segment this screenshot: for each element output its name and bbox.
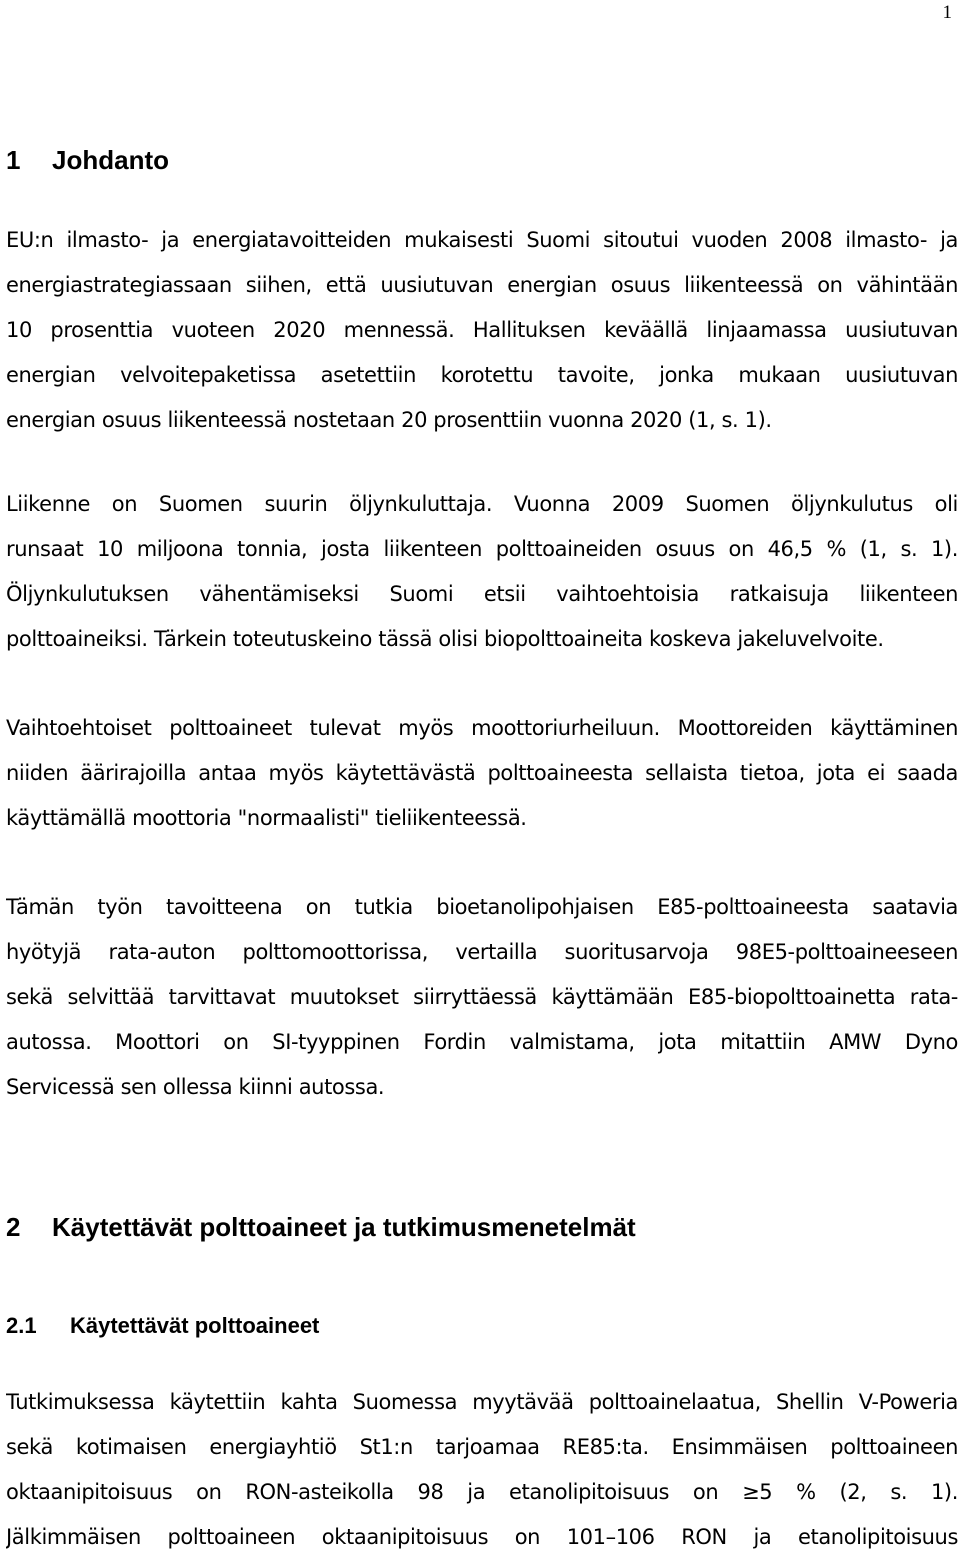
text-line: käyttämällä moottoria "normaalisti" tieliikenteessä.	[6, 806, 527, 830]
section-number: 2	[6, 1212, 21, 1242]
text-line: 10 prosenttia vuoteen 2020 mennessä. Hallituksen keväällä linjaamassa uusiutuvan	[6, 318, 958, 342]
section-2-1-heading	[6, 1313, 319, 1339]
text-line: Öljynkulutuksen vähentämiseksi Suomi etsii vaihtoehtoisia ratkaisuja liikenteen	[6, 582, 958, 606]
text-line: niiden äärirajoilla antaa myös käytettävästä polttoaineesta sellaista tietoa, jota ei saada	[6, 761, 958, 785]
text-line: autossa. Moottori on SI-tyyppinen Fordin valmistama, jota mitattiin AMW Dyno	[6, 1030, 958, 1054]
text-line: Liikenne on Suomen suurin öljynkuluttaja. Vuonna 2009 Suomen öljynkulutus oli	[6, 492, 958, 516]
paragraph	[6, 218, 958, 443]
paragraph	[6, 482, 958, 662]
text-line: EU:n ilmasto- ja energiatavoitteiden mukaisesti Suomi sitoutui vuoden 2008 ilmasto- ja	[6, 228, 958, 252]
text-line: Tämän työn tavoitteena on tutkia bioetanolipohjaisen E85-polttoaineesta saatavia	[6, 895, 958, 919]
text-line: energian velvoitepaketissa asetettiin korotettu tavoite, jonka mukaan uusiutuvan	[6, 363, 958, 387]
text-line: Tutkimuksessa käytettiin kahta Suomessa myytävää polttoainelaatua, Shellin V-Poweria	[6, 1390, 958, 1414]
paragraph	[6, 706, 958, 841]
text-line: sekä selvittää tarvittavat muutokset siirryttäessä käyttämään E85-biopolttoainetta rata-	[6, 985, 958, 1009]
paragraph	[6, 885, 958, 1110]
text-line: Servicessä sen ollessa kiinni autossa.	[6, 1075, 385, 1099]
text-line: Jälkimmäisen polttoaineen oktaanipitoisuus on 101–106 RON ja etanolipitoisuus	[6, 1525, 958, 1549]
text-line: oktaanipitoisuus on RON-asteikolla 98 ja etanolipitoisuus on ≥5 % (2, s. 1).	[6, 1480, 958, 1504]
section-number: 1	[6, 145, 21, 175]
text-line: sekä kotimaisen energiayhtiö St1:n tarjoamaa RE85:ta. Ensimmäisen polttoaineen	[6, 1435, 958, 1459]
paragraph	[6, 1380, 958, 1560]
section-number: 2.1	[6, 1313, 37, 1338]
text-line: Vaihtoehtoiset polttoaineet tulevat myös moottoriurheiluun. Moottoreiden käyttäminen	[6, 716, 958, 740]
page-number: 1	[942, 2, 952, 23]
text-line: energian osuus liikenteessä nostetaan 20 prosenttiin vuonna 2020 (1, s. 1).	[6, 408, 772, 432]
text-line: hyötyjä rata-auton polttomoottorissa, vertailla suoritusarvoja 98E5-polttoaineeseen	[6, 940, 958, 964]
text-line: energiastrategiassaan siihen, että uusiutuvan energian osuus liikenteessä on vähintään	[6, 273, 958, 297]
section-title: Käytettävät polttoaineet	[70, 1313, 320, 1338]
section-title: Käytettävät polttoaineet ja tutkimusmenetelmät	[52, 1212, 636, 1242]
section-2-heading	[6, 1212, 636, 1243]
section-1-heading	[6, 145, 169, 176]
text-line: polttoaineiksi. Tärkein toteutuskeino tässä olisi biopolttoaineita koskeva jakeluvelvoite.	[6, 627, 884, 651]
text-line: runsaat 10 miljoona tonnia, josta liikenteen polttoaineiden osuus on 46,5 % (1, s. 1).	[6, 537, 958, 561]
section-title: Johdanto	[52, 145, 169, 175]
